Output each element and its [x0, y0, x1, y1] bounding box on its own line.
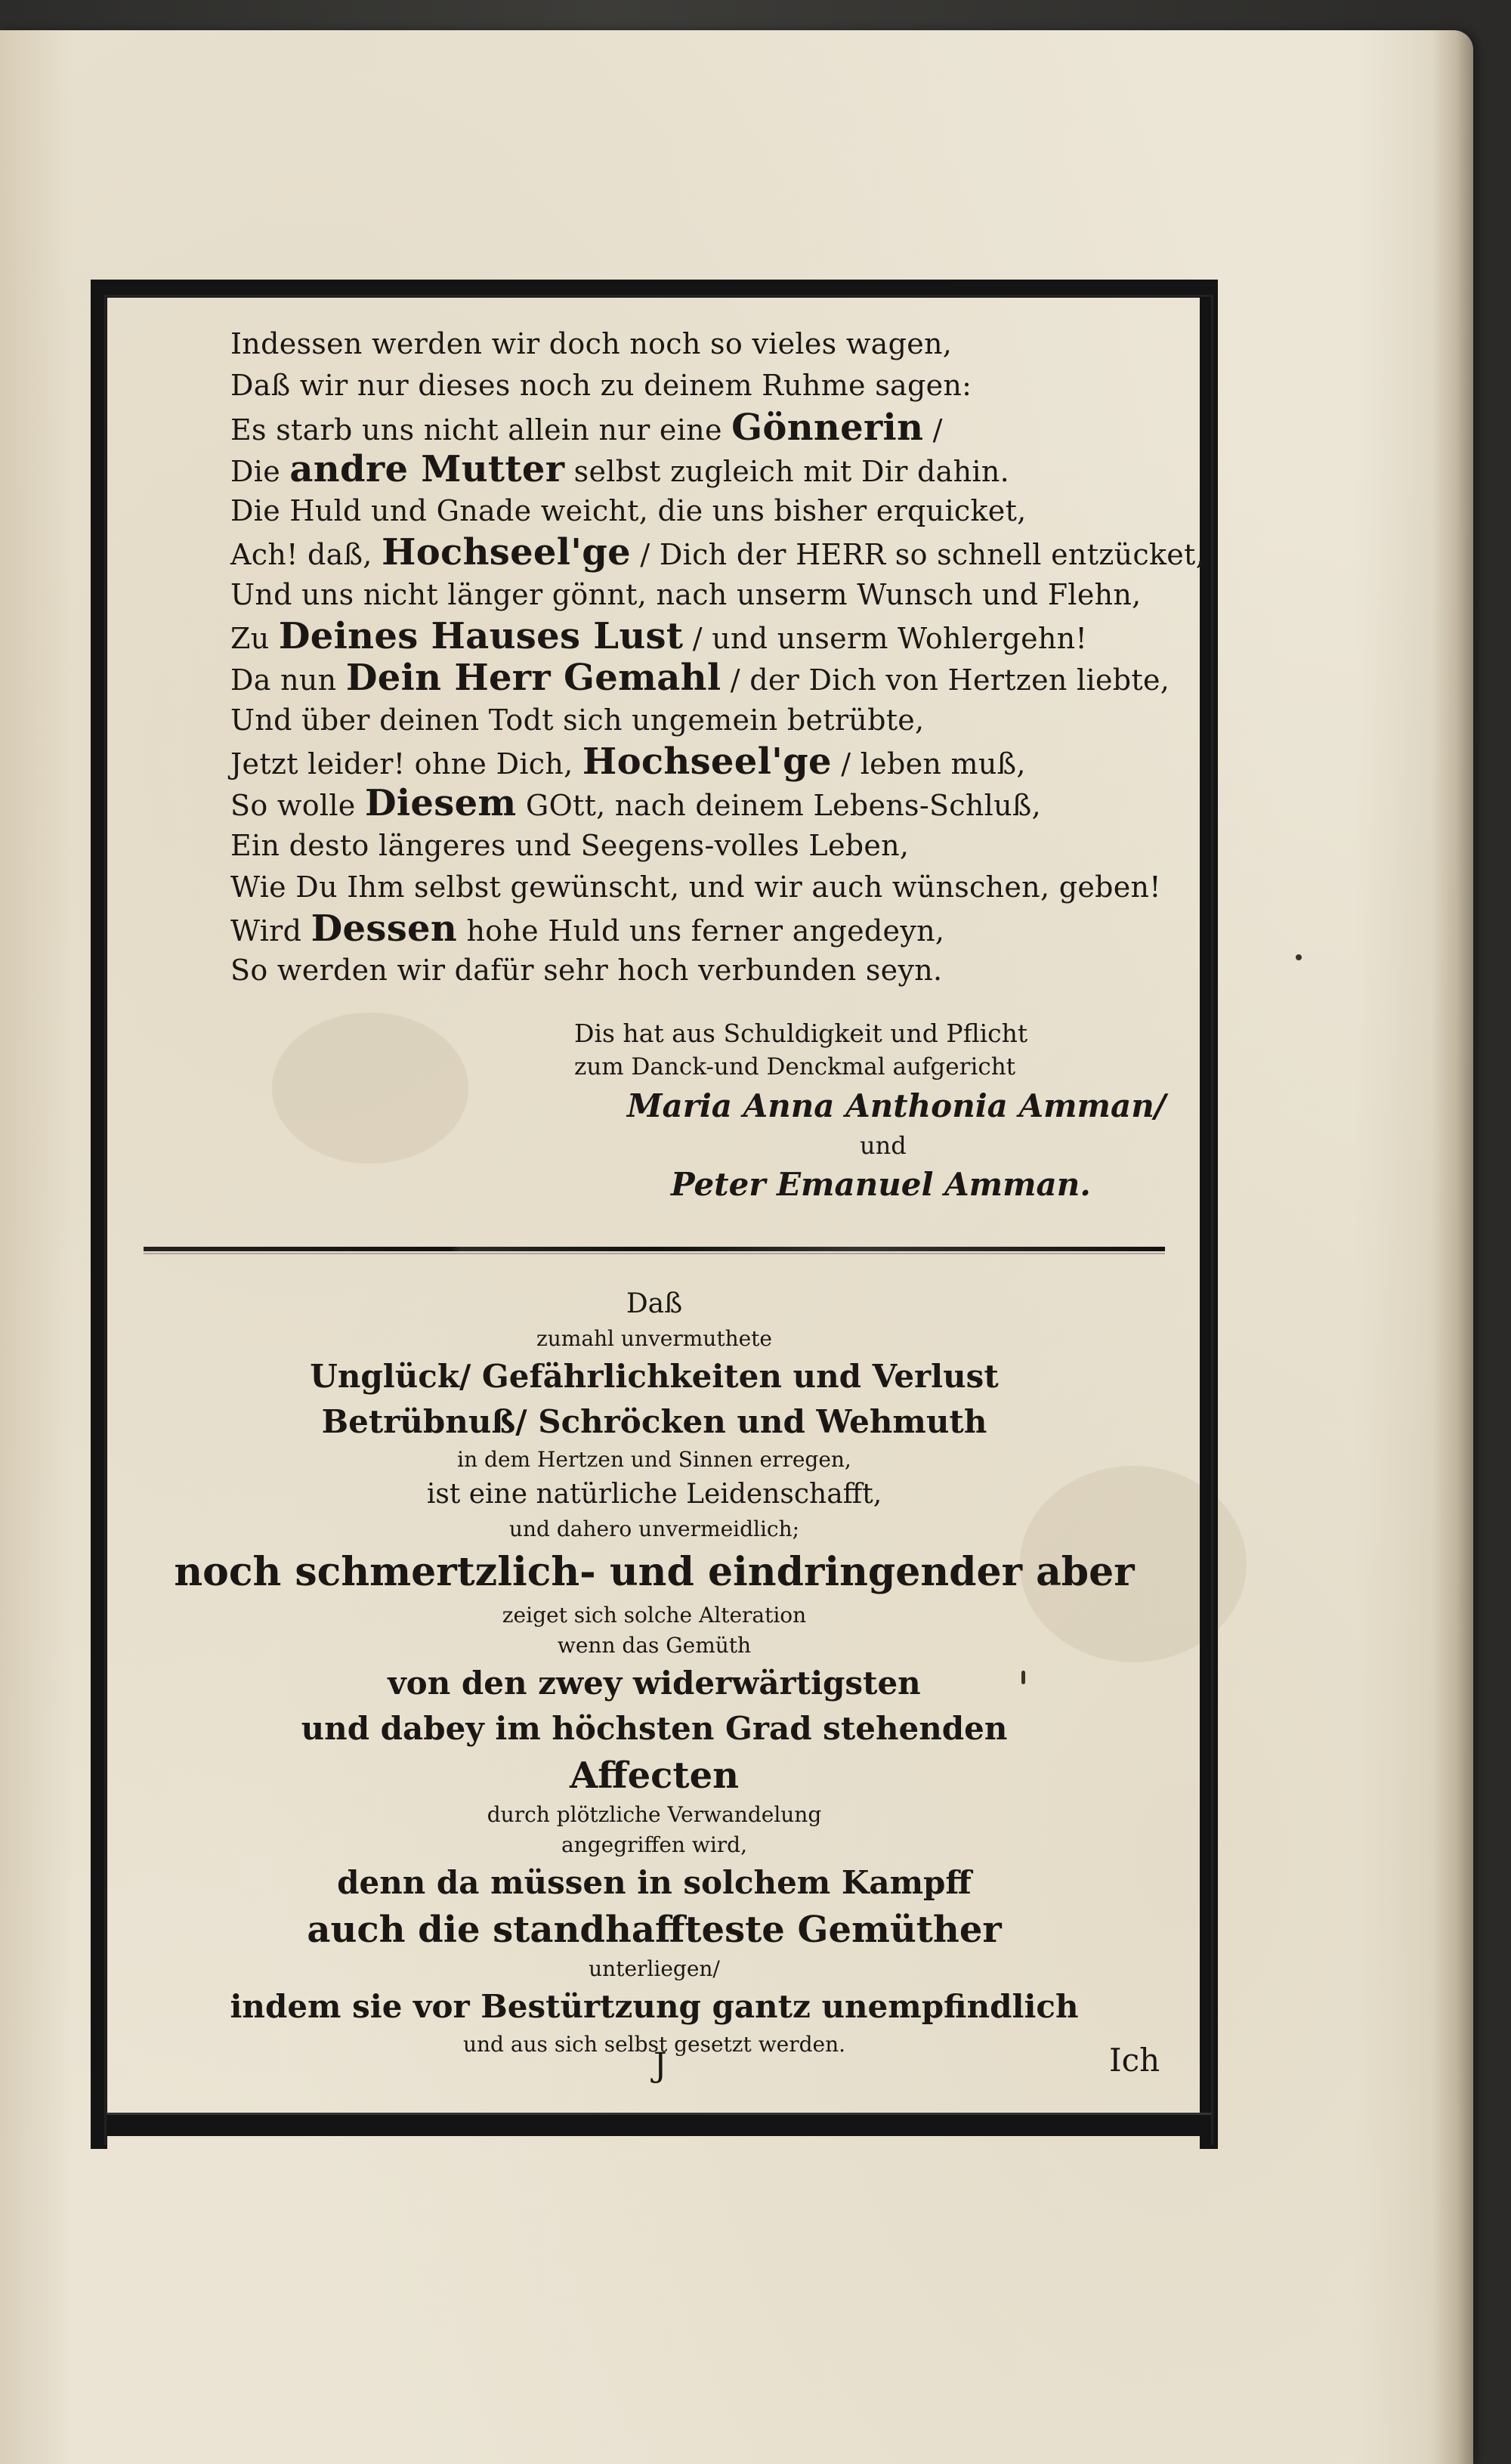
emphasized-word: Deines Hauses Lust — [278, 615, 684, 658]
poem-text-segment: hohe Huld uns ferner angedeyn, — [457, 914, 945, 948]
poem-text-segment: / leben muß, — [831, 747, 1026, 781]
centered-line: Daß — [626, 1288, 683, 1319]
poem-text-segment: / Dich der HERR so schnell entzücket, — [631, 538, 1206, 572]
poem-text-segment: Die Huld und Gnade weicht, die uns bisher erquicket, — [230, 494, 1027, 528]
poem-line — [230, 616, 1167, 657]
poem-text-segment: Wird — [230, 914, 311, 948]
dedication-line-2: zum Danck-und Denckmal aufgericht — [574, 1053, 1016, 1081]
poem-text-segment: Daß wir nur dieses noch zu deinem Ruhme sagen: — [230, 369, 972, 403]
section-divider — [144, 1247, 1165, 1251]
centered-line: Betrübnuß/ Schröcken und Wehmuth — [321, 1403, 987, 1440]
author-name-2: Peter Emanuel Amman. — [671, 1166, 1091, 1203]
poem-text-segment: Indessen werden wir doch noch so vieles wagen, — [230, 327, 953, 360]
page-edge-shadow — [1432, 30, 1473, 2464]
emphasized-word: andre Mutter — [289, 447, 565, 490]
poem-text-segment: Und uns nicht länger gönnt, nach unserm Wunsch und Flehn, — [230, 577, 1142, 611]
poem-text-segment: Da nun — [230, 663, 346, 697]
poem-text — [230, 323, 1206, 992]
poem-text-segment: / und unserm Wohlergehn! — [683, 622, 1088, 656]
poem-line — [230, 867, 1167, 908]
poem-text-segment: selbst zugleich mit Dir dahin. — [564, 454, 1010, 488]
poem-line — [230, 950, 1167, 991]
centered-line: auch die standhaffteste Gemüther — [307, 1909, 1002, 1951]
centered-line: und dahero unvermeidlich; — [508, 1516, 800, 1541]
poem-text-segment: / — [923, 413, 943, 447]
centered-line: zumahl unvermuthete — [536, 1326, 773, 1351]
poem-line — [230, 908, 1167, 950]
poem-text-segment: Zu — [230, 622, 279, 656]
poem-line — [230, 531, 1206, 574]
centered-line: unterliegen/ — [589, 1956, 720, 1981]
poem-line — [230, 741, 1167, 783]
emphasized-word: Hochseel'ge — [582, 740, 832, 783]
poem-line — [230, 783, 1167, 824]
poem-line — [230, 323, 1167, 365]
poem-text-segment: Es starb uns nicht allein nur eine — [230, 413, 732, 447]
emphasized-word: Gönnerin — [731, 406, 924, 449]
poem-text-segment: / der Dich von Hertzen liebte, — [721, 663, 1170, 697]
poem-line — [230, 490, 1167, 532]
centered-line: und dabey im höchsten Grad stehenden — [301, 1710, 1008, 1747]
poem-line — [230, 657, 1170, 700]
poem-text-segment: So wolle — [230, 789, 365, 823]
poem-text-segment: Die — [230, 454, 290, 488]
centered-line: wenn das Gemüth — [557, 1633, 752, 1658]
poem-line — [230, 365, 1167, 407]
poem-line — [230, 700, 1167, 741]
centered-line: Unglück/ Gefährlichkeiten und Verlust — [310, 1358, 999, 1395]
poem-text-segment: So werden wir dafür sehr hoch verbunden seyn. — [230, 954, 943, 988]
centered-line: ist eine natürliche Leidenschafft, — [426, 1479, 882, 1510]
poem-text-segment: Ein desto längeres und Seegens-volles Leben, — [230, 828, 910, 862]
poem-line — [230, 574, 1167, 616]
dedication-block — [574, 1016, 1166, 1208]
centered-line: Affecten — [569, 1754, 739, 1797]
signature-mark: J — [654, 2046, 667, 2085]
poem-line — [230, 407, 1167, 449]
centered-line: in dem Hertzen und Sinnen erregen, — [457, 1447, 851, 1472]
poem-text-segment: GOtt, nach deinem Lebens-Schluß, — [516, 789, 1041, 823]
emphasized-word: Dein Herr Gemahl — [345, 657, 722, 700]
centered-line: durch plötzliche Verwandelung — [487, 1802, 822, 1827]
centered-line: angegriffen wird, — [561, 1832, 747, 1857]
author-name-1: Maria Anna Anthonia Amman/ — [627, 1087, 1166, 1124]
centered-line: noch schmertzlich- und eindringender aber — [174, 1549, 1135, 1595]
poem-text-segment: Wie Du Ihm selbst gewünscht, und wir auch wünschen, geben! — [230, 870, 1161, 904]
poem-text-segment: Jetzt leider! ohne Dich, — [230, 747, 582, 781]
emphasized-word: Dessen — [311, 907, 458, 951]
poem-line — [230, 449, 1167, 490]
ink-fleck — [1296, 954, 1302, 960]
centered-line: indem sie vor Bestürtzung gantz unempfindlich — [230, 1988, 1079, 2025]
emphasized-word: Hochseel'ge — [382, 531, 632, 574]
poem-text-segment: Ach! daß, — [230, 538, 382, 572]
centered-line: von den zwey widerwärtigsten — [388, 1665, 921, 1702]
centered-line: zeiget sich solche Alteration — [502, 1603, 807, 1628]
poem-line — [230, 825, 1167, 867]
poem-text-segment: Und über deinen Todt sich ungemein betrübte, — [230, 703, 925, 737]
centered-prose — [144, 1285, 1165, 2060]
section-divider-shadow — [144, 1253, 1165, 1254]
catchword: Ich — [1109, 2042, 1160, 2079]
centered-line: und aus sich selbst gesetzt werden. — [462, 2032, 846, 2057]
centered-line: denn da müssen in solchem Kampff — [337, 1864, 972, 1901]
emphasized-word: Diesem — [364, 782, 517, 825]
dedication-line-1: Dis hat aus Schuldigkeit und Pflicht — [574, 1019, 1028, 1048]
conjunction: und — [860, 1131, 907, 1160]
